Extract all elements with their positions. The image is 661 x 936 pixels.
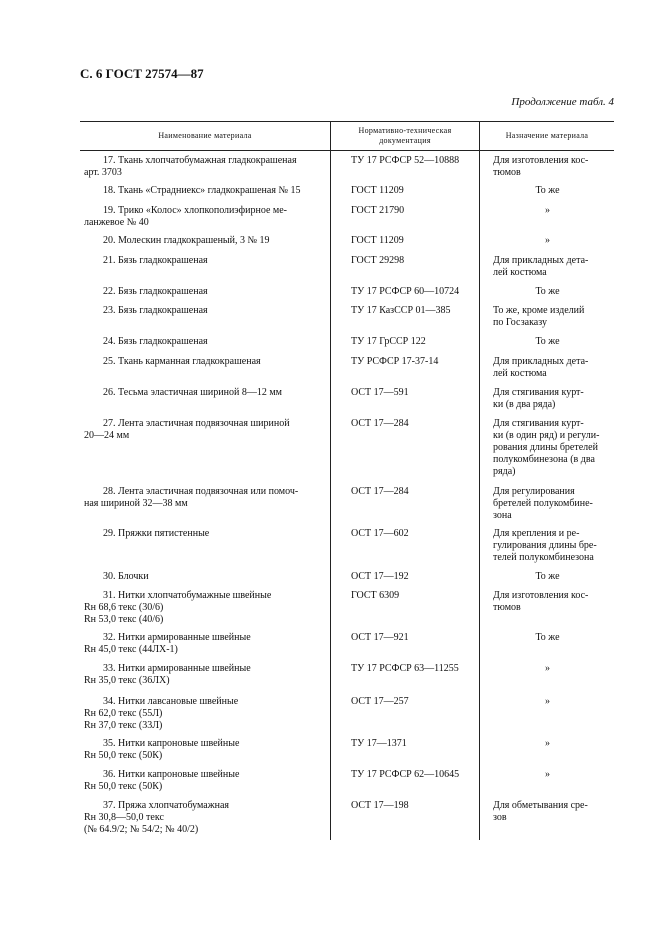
purpose-line: Для обметывания сре- [493, 800, 588, 811]
purpose-cell [479, 155, 614, 179]
purpose-line: Для изготовления кос- [493, 155, 589, 166]
purpose-line: тюмов [493, 602, 521, 613]
purpose-line: бретелей полукомбине- [493, 498, 593, 509]
material-name-cell [80, 205, 330, 229]
material-name-line: 30. Блочки [103, 571, 149, 582]
purpose-cell [479, 486, 614, 522]
table-row [80, 800, 614, 836]
material-name-line: 26. Тесьма эластичная шириной 8—12 мм [103, 387, 282, 398]
documentation-cell: ТУ 17 РСФСР 62—10645 [351, 769, 460, 780]
documentation-cell: ТУ 17 ГрССР 122 [351, 336, 426, 347]
purpose-line: » [545, 738, 550, 749]
purpose-cell [479, 800, 614, 836]
purpose-line: То же [535, 286, 560, 297]
purpose-line: лей костюма [493, 267, 547, 278]
table-row [80, 663, 614, 687]
documentation-cell: ГОСТ 11209 [351, 185, 404, 196]
purpose-line: рования длины бретелей [493, 442, 598, 453]
column-header-purpose: Назначение материала [479, 122, 614, 150]
table-row [80, 696, 614, 732]
documentation-cell: ОСТ 17—591 [351, 387, 409, 398]
table-row [80, 185, 614, 197]
material-name-line: 18. Ткань «Страдниекс» гладкокрашеная № 15 [103, 185, 301, 196]
material-name-cell [80, 769, 330, 793]
material-name-cell [80, 738, 330, 762]
material-name-line: Rн 37,0 текс (33Л) [84, 720, 163, 731]
documentation-cell: ТУ 17—1371 [351, 738, 407, 749]
table-row [80, 155, 614, 179]
material-name-line: 32. Нитки армированные швейные [103, 632, 251, 643]
purpose-cell [479, 305, 614, 329]
material-name-line: ланжевое № 40 [84, 217, 149, 228]
material-name-line: 17. Ткань хлопчатобумажная гладкокрашеная [103, 155, 297, 166]
documentation-cell: ГОСТ 6309 [351, 590, 400, 601]
purpose-line: полукомбинезона (в два [493, 454, 595, 465]
purpose-cell [479, 528, 614, 564]
purpose-cell [479, 632, 614, 656]
material-name-line: 27. Лента эластичная подвязочная шириной [103, 418, 290, 429]
documentation-cell: ТУ РСФСР 17-37-14 [351, 356, 439, 367]
table-row [80, 571, 614, 583]
table-row [80, 286, 614, 298]
documentation-cell: ГОСТ 11209 [351, 235, 404, 246]
purpose-line: зов [493, 812, 507, 823]
material-name-cell [80, 418, 330, 478]
material-name-cell [80, 632, 330, 656]
purpose-line: » [545, 696, 550, 707]
table-row [80, 769, 614, 793]
purpose-cell [479, 590, 614, 626]
documentation-cell: ТУ 17 РСФСР 52—10888 [351, 155, 460, 166]
purpose-cell [479, 769, 614, 793]
purpose-cell [479, 205, 614, 229]
purpose-cell [479, 336, 614, 348]
purpose-cell [479, 286, 614, 298]
purpose-line: » [545, 205, 550, 216]
purpose-cell [479, 663, 614, 687]
page-header: С. 6 ГОСТ 27574—87 [80, 66, 204, 81]
documentation-cell: ОСТ 17—602 [351, 528, 409, 539]
purpose-line: телей полукомбинезона [493, 552, 594, 563]
material-name-line: Rн 68,6 текс (30/6) [84, 602, 164, 613]
purpose-line: То же [535, 632, 560, 643]
table-row [80, 235, 614, 247]
purpose-line: Для крепления и ре- [493, 528, 580, 539]
table-row [80, 486, 614, 522]
material-name-line: Rн 35,0 текс (36ЛХ) [84, 675, 170, 686]
purpose-line: лей костюма [493, 368, 547, 379]
purpose-cell [479, 235, 614, 247]
documentation-cell: ОСТ 17—192 [351, 571, 409, 582]
material-name-line: 37. Пряжа хлопчатобумажная [103, 800, 230, 811]
purpose-cell [479, 255, 614, 279]
purpose-line: Для изготовления кос- [493, 590, 589, 601]
material-name-line: Rн 62,0 текс (55Л) [84, 708, 163, 719]
material-name-cell [80, 155, 330, 179]
purpose-line: гулирования длины бре- [493, 540, 597, 551]
material-name-line: 28. Лента эластичная подвязочная или помоч- [103, 486, 299, 497]
table-continuation-label: Продолжение табл. 4 [511, 96, 614, 108]
purpose-line: по Госзаказу [493, 317, 547, 328]
table-row [80, 336, 614, 348]
material-name-line: Rн 50,0 текс (50К) [84, 750, 163, 761]
documentation-cell: ГОСТ 21790 [351, 205, 405, 216]
purpose-line: То же [535, 185, 560, 196]
purpose-cell [479, 356, 614, 380]
material-name-cell [80, 305, 330, 329]
table-row [80, 590, 614, 626]
purpose-line: Для прикладных дета- [493, 356, 589, 367]
material-name-cell [80, 235, 330, 247]
documentation-cell: ОСТ 17—284 [351, 486, 409, 497]
material-name-line: 31. Нитки хлопчатобумажные швейные [103, 590, 272, 601]
documentation-cell: ОСТ 17—198 [351, 800, 409, 811]
documentation-cell: ТУ 17 РСФСР 60—10724 [351, 286, 460, 297]
purpose-line: Для прикладных дета- [493, 255, 589, 266]
documentation-cell: ТУ 17 КазССР 01—385 [351, 305, 451, 316]
purpose-line: То же [535, 571, 560, 582]
purpose-line: ки (в один ряд) и регули- [493, 430, 600, 441]
documentation-cell: ГОСТ 29298 [351, 255, 405, 266]
material-name-line: 20. Молескин гладкокрашеный, 3 № 19 [103, 235, 270, 246]
material-name-line: 35. Нитки капроновые швейные [103, 738, 240, 749]
material-name-cell [80, 286, 330, 298]
purpose-line: То же, кроме изделий [493, 305, 585, 316]
documentation-cell: ОСТ 17—921 [351, 632, 409, 643]
purpose-cell [479, 738, 614, 762]
purpose-line: ки (в два ряда) [493, 399, 556, 410]
purpose-line: тюмов [493, 167, 521, 178]
purpose-line: ряда) [493, 466, 516, 477]
purpose-line: То же [535, 336, 560, 347]
table-row [80, 356, 614, 380]
column-header-documentation: Нормативно-техническая документация [330, 122, 479, 150]
table-row [80, 632, 614, 656]
material-name-cell [80, 185, 330, 197]
material-name-cell [80, 356, 330, 380]
material-name-line: 20—24 мм [84, 430, 130, 441]
purpose-cell [479, 571, 614, 583]
materials-table [80, 121, 614, 151]
material-name-line: 25. Ткань карманная гладкокрашеная [103, 356, 261, 367]
documentation-cell: ОСТ 17—257 [351, 696, 409, 707]
material-name-line: 29. Пряжки пятистенные [103, 528, 210, 539]
material-name-cell [80, 696, 330, 732]
purpose-cell [479, 185, 614, 197]
table-row [80, 205, 614, 229]
purpose-line: » [545, 769, 550, 780]
material-name-line: 21. Бязь гладкокрашеная [103, 255, 208, 266]
column-header-material-name: Наименование материала [158, 131, 252, 140]
material-name-cell [80, 387, 330, 411]
purpose-cell [479, 696, 614, 732]
table-row [80, 255, 614, 279]
documentation-cell: ОСТ 17—284 [351, 418, 409, 429]
material-name-cell [80, 336, 330, 348]
material-name-line: 34. Нитки лавсановые швейные [103, 696, 239, 707]
material-name-cell [80, 528, 330, 564]
material-name-line: 19. Трико «Колос» хлопкополиэфирное ме- [103, 205, 287, 216]
table-row [80, 738, 614, 762]
material-name-line: 22. Бязь гладкокрашеная [103, 286, 208, 297]
material-name-line: арт. 3703 [84, 167, 122, 178]
purpose-cell [479, 418, 614, 478]
material-name-line: Rн 50,0 текс (50К) [84, 781, 163, 792]
material-name-line: 33. Нитки армированные швейные [103, 663, 251, 674]
table-row [80, 387, 614, 411]
purpose-line: » [545, 235, 550, 246]
material-name-line: Rн 45,0 текс (44ЛХ-1) [84, 644, 178, 655]
material-name-cell [80, 571, 330, 583]
material-name-line: Rн 30,8—50,0 текс [84, 812, 164, 823]
material-name-cell [80, 486, 330, 522]
table-row [80, 305, 614, 329]
table-row [80, 418, 614, 478]
material-name-line: 36. Нитки капроновые швейные [103, 769, 240, 780]
material-name-cell [80, 590, 330, 626]
purpose-line: Для стягивания курт- [493, 387, 584, 398]
material-name-line: ная шириной 32—38 мм [84, 498, 188, 509]
purpose-line: Для регулирования [493, 486, 575, 497]
material-name-line: (№ 64.9/2; № 54/2; № 40/2) [84, 824, 199, 835]
material-name-cell [80, 255, 330, 279]
purpose-line: » [545, 663, 550, 674]
material-name-cell [80, 800, 330, 836]
material-name-line: 23. Бязь гладкокрашеная [103, 305, 208, 316]
purpose-cell [479, 387, 614, 411]
documentation-cell: ТУ 17 РСФСР 63—11255 [351, 663, 459, 674]
material-name-line: 24. Бязь гладкокрашеная [103, 336, 208, 347]
purpose-line: зона [493, 510, 512, 521]
purpose-line: Для стягивания курт- [493, 418, 584, 429]
table-row [80, 528, 614, 564]
material-name-line: Rн 53,0 текс (40/6) [84, 614, 164, 625]
material-name-cell [80, 663, 330, 687]
table-header-row [80, 121, 614, 151]
